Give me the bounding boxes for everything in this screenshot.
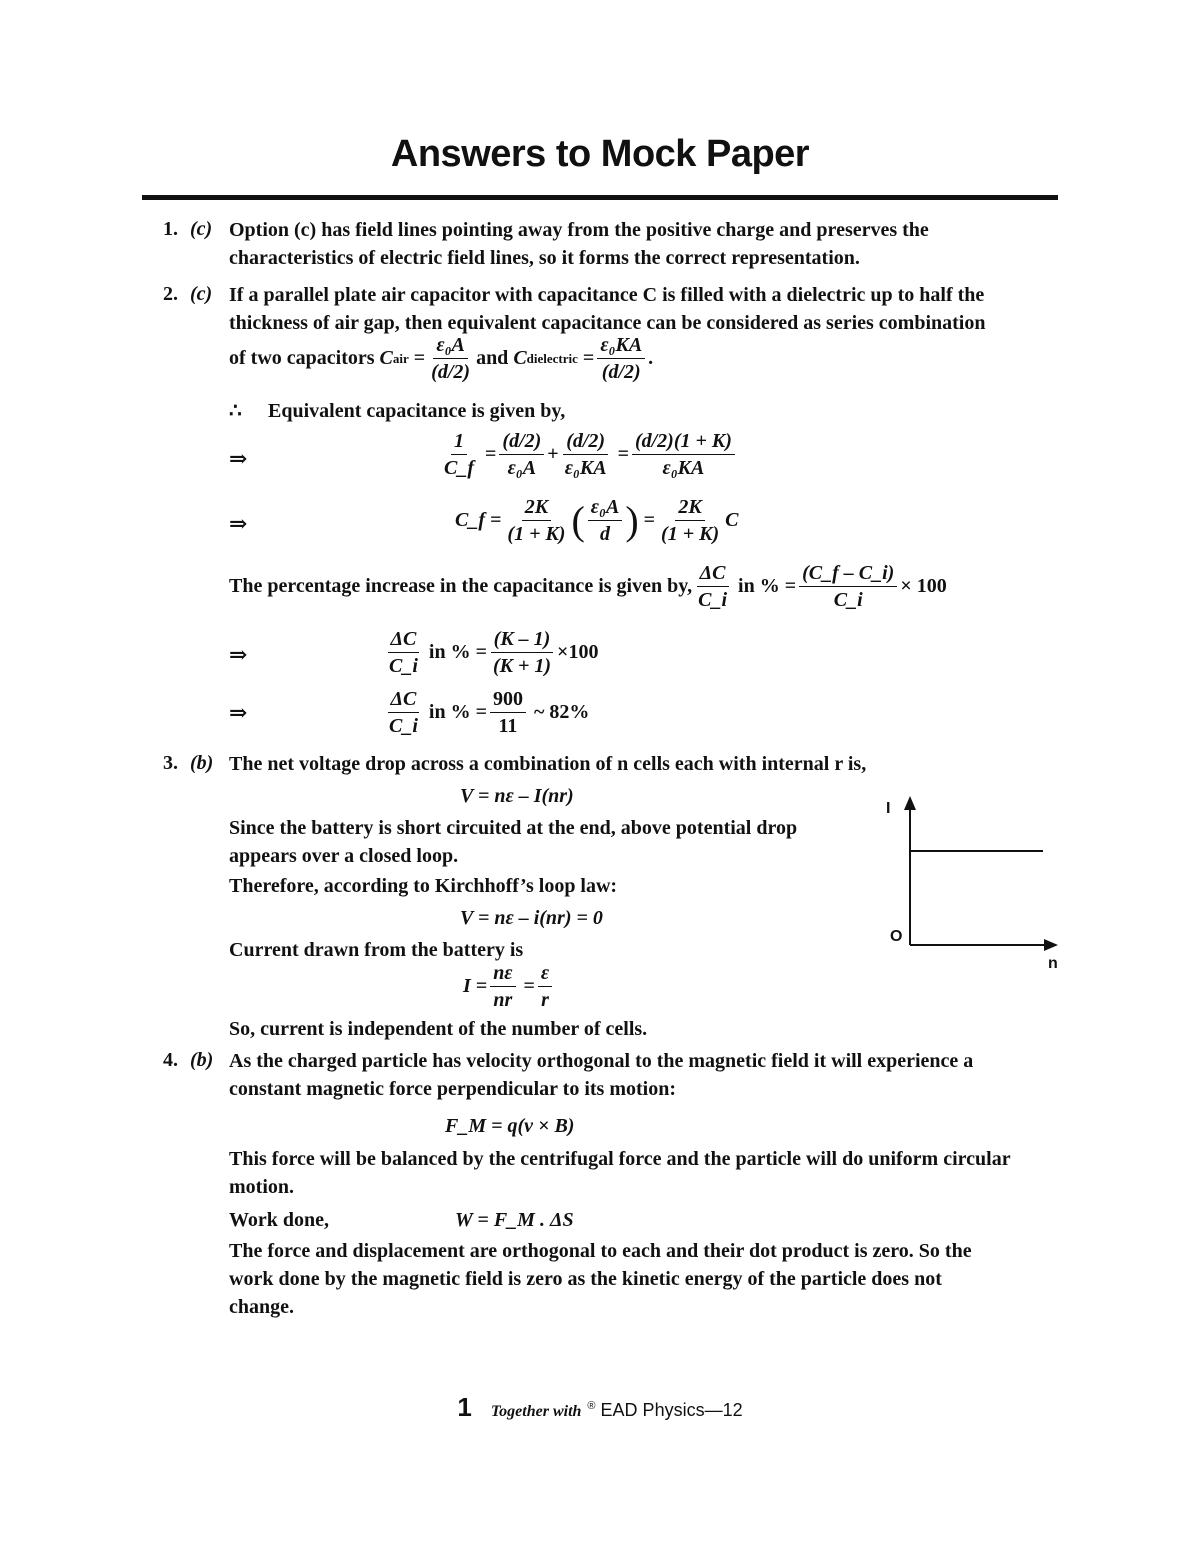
eq2-f1-den: (1 + K) xyxy=(507,523,566,545)
c-diel-symbol: C xyxy=(513,347,527,369)
graph-y-label: I xyxy=(886,800,891,817)
pct-f1-num: ΔC xyxy=(697,560,729,587)
eq3-f1-num: ΔC xyxy=(388,626,420,653)
q2-line1: If a parallel plate air capacitor with capacitance C is filled with a dielectric up to half the xyxy=(229,284,985,306)
q3-line1: The net voltage drop across a combination of n cells each with internal r is, xyxy=(229,753,867,775)
eq2-f1-num: 2K xyxy=(522,494,551,521)
pct-f2-num: (C_f – C_i) xyxy=(799,560,897,587)
eq2-f1 xyxy=(504,494,568,547)
eq1-rhs-den: ε₀KA xyxy=(662,457,705,479)
q2-eq4 xyxy=(383,686,589,739)
q2-line3-pre: of two capacitors xyxy=(229,347,375,369)
q2-eq2: C_f = $\frac{2K}{(1 + K)}$ ( $\frac{\text{ε₀A}}{d}$ ) = $\frac{2K}{(1 + K)}$ C xyxy=(455,496,739,545)
eq1-lhs-den: C_f xyxy=(444,457,474,479)
q4-line4: motion. xyxy=(229,1176,294,1198)
pct-f2 xyxy=(799,560,897,613)
q4-line5: The force and displacement are orthogonal to each and their dot product is zero. So the xyxy=(229,1240,972,1262)
q3-line4: Therefore, according to Kirchhoff’s loop law: xyxy=(229,875,618,897)
q2-eq3 xyxy=(383,626,598,679)
pct-f2-den: C_i xyxy=(833,589,863,611)
eq4-f2 xyxy=(490,686,526,739)
eq2-f3-num: 2K xyxy=(675,494,704,521)
q3-eq3-f2-den: r xyxy=(541,989,549,1011)
c-air-symbol: C xyxy=(379,347,393,369)
q4-number: 4. xyxy=(163,1049,178,1071)
title-rule xyxy=(142,195,1058,200)
q4-option: (b) xyxy=(190,1049,214,1071)
eq3-f1 xyxy=(386,626,421,679)
eq2-tail: C xyxy=(725,509,739,531)
q3-eq3-f1 xyxy=(490,960,515,1013)
q2-option: (c) xyxy=(190,283,213,305)
q3-line5: Current drawn from the battery is xyxy=(229,939,524,961)
eq3-in: in % = xyxy=(428,641,487,663)
graph-y-arrowhead xyxy=(904,796,916,810)
equiv-text: Equivalent capacitance is given by, xyxy=(268,400,566,422)
q4-eq1: F_M = q(v × B) xyxy=(445,1115,575,1137)
eq1-rhs-num: (d/2)(1 + K) xyxy=(632,428,735,455)
eq1-lhs-num: 1 xyxy=(451,428,467,455)
book-title: EAD Physics—12 xyxy=(600,1400,743,1420)
eq1-t1-fraction xyxy=(499,428,544,481)
q4-line3: This force will be balanced by the centrifugal force and the particle will do uniform circular xyxy=(229,1148,1011,1170)
q3-eq1: V = nε – I(nr) xyxy=(460,785,574,807)
eq1-t1-num: (d/2) xyxy=(499,428,544,455)
eq2-f3-den: (1 + K) xyxy=(661,523,720,545)
eq1-t2-den: ε₀KA xyxy=(564,457,607,479)
q3-line2: Since the battery is short circuited at the end, above potential drop xyxy=(229,817,798,839)
q4-work-label: Work done, xyxy=(229,1209,330,1231)
implies-arrow-4: ⇒ xyxy=(229,700,248,725)
eq1-rhs-fraction xyxy=(632,428,735,481)
graph-x-label: n xyxy=(1048,955,1058,972)
eq4-in: in % = xyxy=(428,701,487,723)
pct-in: in % = xyxy=(738,575,797,597)
q3-line3: appears over a closed loop. xyxy=(229,845,459,867)
page-footer xyxy=(0,1392,1200,1423)
current-vs-n-graph xyxy=(880,790,1070,980)
q1-number: 1. xyxy=(163,218,178,240)
eq4-f1 xyxy=(386,686,421,739)
eq4-f2-den: 11 xyxy=(498,715,518,737)
page-title: Answers to Mock Paper xyxy=(390,133,810,175)
q3-line6: So, current is independent of the number of cells. xyxy=(229,1018,648,1040)
q2-number: 2. xyxy=(163,283,178,305)
eq1-lhs-fraction xyxy=(441,428,477,481)
eq2-lhs: C_f = xyxy=(455,509,502,531)
pct-f1 xyxy=(695,560,730,613)
eq2-f2-num: ε₀A xyxy=(588,494,623,521)
q1-option: (c) xyxy=(190,218,213,240)
eq3-f2-den: (K + 1) xyxy=(492,655,552,677)
q2-eq1: $\frac{1}{C\_f}$ = $\frac{(d/2)}{\text{ε₀A}}$ + $\frac{(d/2)}{\text{ε₀KA}}$ = $\frac{(d/2)(1 + K)}{\text{ε₀KA}}$ xyxy=(438,428,738,481)
eq3-tail: ×100 xyxy=(557,641,599,663)
graph-x-arrowhead xyxy=(1044,939,1058,951)
eq3-f1-den: C_i xyxy=(389,655,418,677)
eq2-f3 xyxy=(658,494,722,547)
pct-text: The percentage increase in the capacitance is given by, xyxy=(229,575,693,597)
implies-arrow-3: ⇒ xyxy=(229,642,248,667)
eq2-f2-den: d xyxy=(600,523,611,545)
q4-eq2: W = F_M . ΔS xyxy=(455,1209,574,1231)
eq4-tail: ~ 82% xyxy=(533,701,590,723)
c-air-fraction xyxy=(428,332,473,385)
q4-line7: change. xyxy=(229,1296,294,1318)
eq4-f1-num: ΔC xyxy=(388,686,420,713)
c-diel-fraction xyxy=(597,332,645,385)
c-diel-num: ε₀KA xyxy=(597,332,645,359)
c-air-den: (d/2) xyxy=(431,361,471,383)
page-number: 1 xyxy=(457,1392,472,1422)
eq2-f2 xyxy=(588,494,623,547)
eq4-f1-den: C_i xyxy=(389,715,418,737)
q2-capacitors-line: of two capacitors C air = $\frac{\text{ε₀A}}{(d/2)}$ and C dielectric = $\frac{\text{ε₀KA}}{(d/2)}$ . xyxy=(229,334,654,383)
q3-eq3-lhs: I = xyxy=(463,975,488,997)
q3-eq3-f2-num: ε xyxy=(538,960,552,987)
implies-arrow-2: ⇒ xyxy=(229,511,248,536)
q3-number: 3. xyxy=(163,752,178,774)
and-word: and xyxy=(476,347,509,369)
eq3-f2 xyxy=(490,626,554,679)
q3-eq3-f1-den: nr xyxy=(493,989,513,1011)
q4-line1: As the charged particle has velocity orthogonal to the magnetic field it will experience a xyxy=(229,1050,974,1072)
graph-origin-label: O xyxy=(890,928,903,945)
q3-eq3-f1-num: nε xyxy=(490,960,515,987)
eq1-t2-fraction xyxy=(562,428,610,481)
therefore-symbol: ∴ xyxy=(229,400,242,422)
pct-tail: × 100 xyxy=(900,575,947,597)
eq4-f2-num: 900 xyxy=(490,686,526,713)
eq3-f2-num: (K – 1) xyxy=(491,626,554,653)
q3-eq3: I = $\frac{n\varepsilon}{nr}$ = $\frac{\varepsilon}{r}$ xyxy=(463,960,555,1013)
brand-logo-text: Together with xyxy=(490,1403,582,1420)
pct-f1-den: C_i xyxy=(698,589,728,611)
implies-arrow-1: ⇒ xyxy=(229,446,248,471)
q4-line2: constant magnetic force perpendicular to its motion: xyxy=(229,1078,676,1100)
c-diel-den: (d/2) xyxy=(601,361,641,383)
q3-eq2: V = nε – i(nr) = 0 xyxy=(460,907,603,929)
eq1-t2-num: (d/2) xyxy=(563,428,608,455)
q1-line2: characteristics of electric field lines, so it forms the correct representation. xyxy=(229,247,860,269)
q1-line1: Option (c) has field lines pointing away from the positive charge and preserves the xyxy=(229,219,929,241)
q2-percentage-line xyxy=(229,560,947,613)
q3-eq3-f2 xyxy=(538,960,552,1013)
eq1-t1-den: ε₀A xyxy=(507,457,537,479)
q3-option: (b) xyxy=(190,752,214,774)
registered-mark: ® xyxy=(587,1400,596,1412)
q4-line6: work done by the magnetic field is zero as the kinetic energy of the particle does not xyxy=(229,1268,942,1290)
q2-line2: thickness of air gap, then equivalent capacitance can be considered as series combination xyxy=(229,312,986,334)
c-air-num: ε₀A xyxy=(433,332,468,359)
